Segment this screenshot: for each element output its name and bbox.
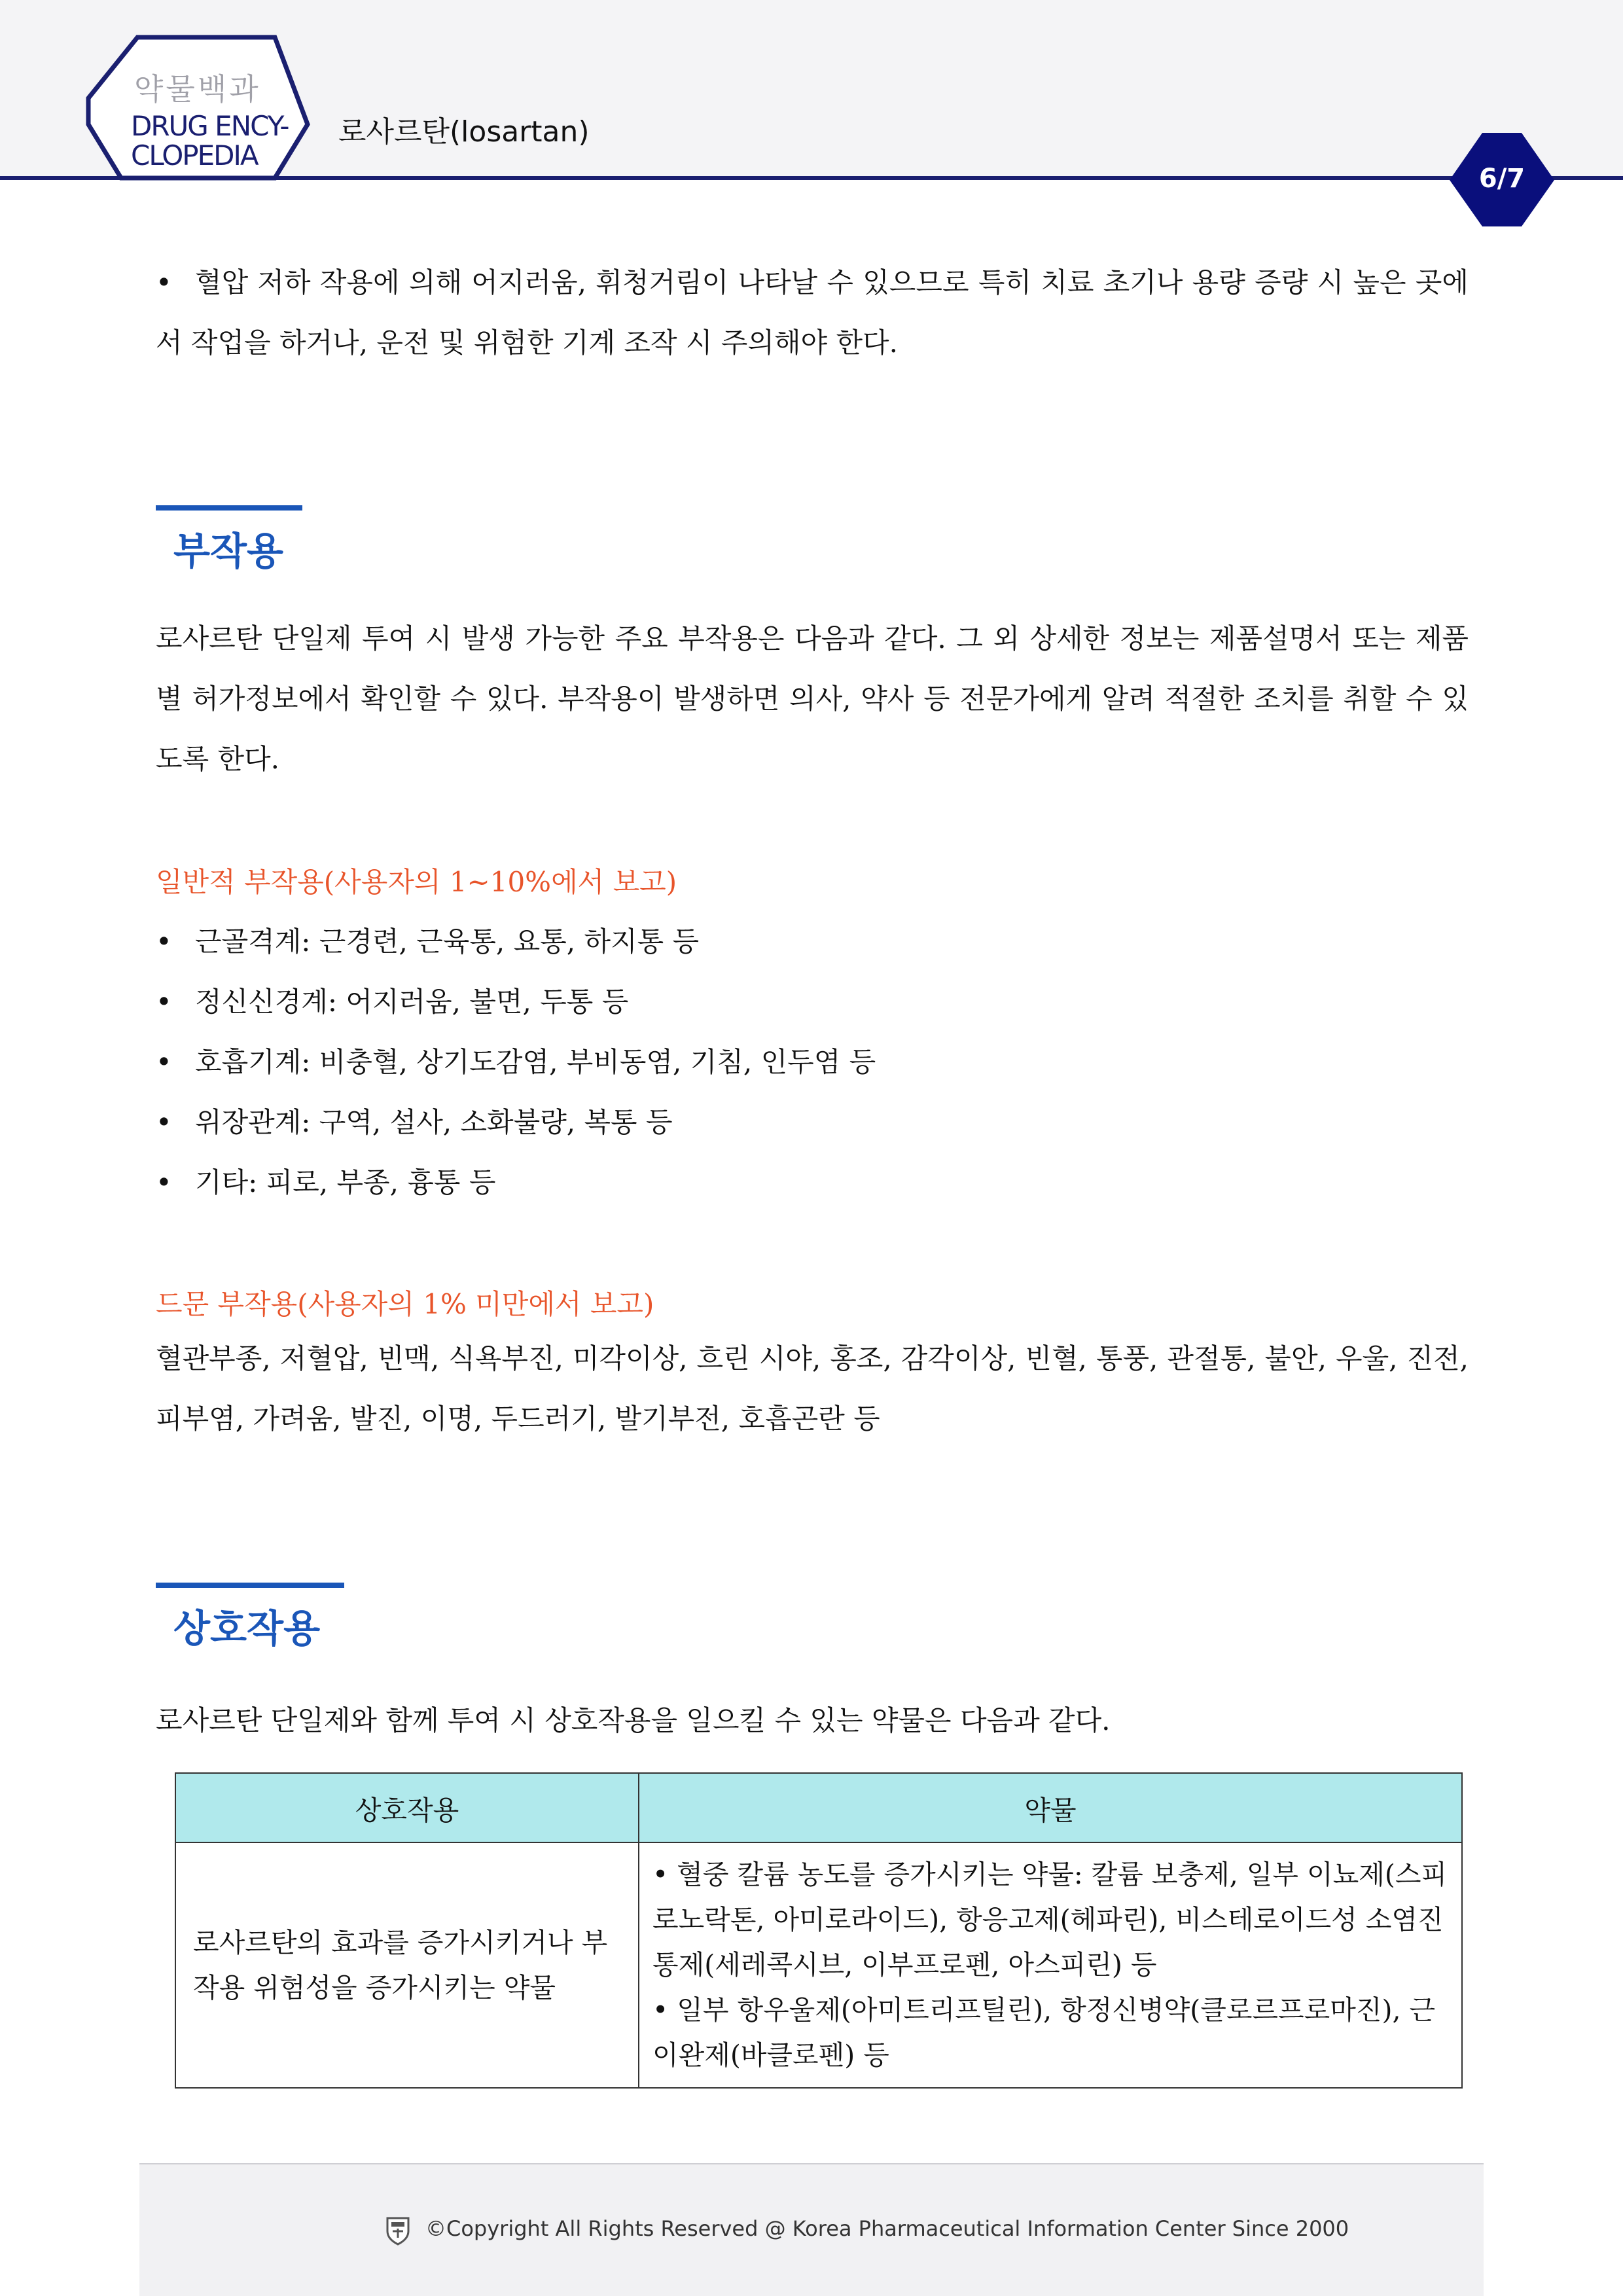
table-cell-effect: 로사르탄의 효과를 증가시키거나 부작용 위험성을 증가시키는 약물: [175, 1842, 639, 2088]
bullet-icon: •: [156, 1166, 172, 1198]
page-number: 6/7: [1478, 164, 1525, 194]
bullet-icon: •: [156, 986, 172, 1018]
list-item: • 위장관계: 구역, 설사, 소화불량, 복통 등: [156, 1106, 673, 1138]
list-item: • 호흡기계: 비충혈, 상기도감염, 부비동염, 기침, 인두염 등: [156, 1046, 876, 1078]
side-effects-intro: 로사르탄 단일제 투여 시 발생 가능한 주요 부작용은 다음과 같다. 그 외 상세한 정보는 제품설명서 또는 제품별 허가정보에서 확인할 수 있다. 부작용이 발생하면 의사, 약사 등 전문가에게 알려 적절한 조치를 취할 수 있도록 한다.: [156, 622, 1469, 775]
table-cell-drugs: [639, 1842, 1462, 2088]
list-item: • 정신신경계: 어지러움, 불면, 두통 등: [156, 986, 629, 1018]
shield-logo-icon: [385, 2215, 411, 2246]
copyright-text: ©Copyright All Rights Reserved @ Korea Pharmaceutical Information Center Since 2000: [425, 2216, 1349, 2241]
common-side-effects-heading: 일반적 부작용(사용자의 1~10%에서 보고): [156, 866, 677, 898]
logo-english-line2: CLOPEDIA: [131, 139, 258, 171]
bullet-icon: •: [156, 266, 172, 298]
drugs-item-2: • 일부 항우울제(아미트리프틸린), 항정신병약(클로르프로마진), 근이완제(바클로펜) 등: [652, 1994, 1436, 2071]
bullet-icon: •: [156, 1046, 172, 1078]
logo-english-line1: DRUG ENCY-: [131, 110, 289, 142]
drugs-item-1: • 혈중 칼륨 농도를 증가시키는 약물: 칼륨 보충제, 일부 이뇨제(스피로노락톤, 아미로라이드), 항응고제(헤파린), 비스테로이드성 소염진통제(세레콕시브, 이부프로펜, 아스피린) 등: [652, 1859, 1448, 1981]
table-header-effect: 상호작용: [175, 1773, 639, 1842]
rare-side-effects-heading: 드문 부작용(사용자의 1% 미만에서 보고): [156, 1288, 654, 1320]
table-header-drugs: 약물: [639, 1773, 1462, 1842]
interactions-intro: 로사르탄 단일제와 함께 투여 시 상호작용을 일으킬 수 있는 약물은 다음과 같다.: [156, 1704, 1111, 1736]
interactions-table: [175, 1772, 1463, 2089]
caution-paragraph: [156, 253, 1469, 373]
bullet-icon: •: [156, 1106, 172, 1138]
logo-korean-text: 약물백과: [134, 71, 261, 107]
section-bar-side-effects: [156, 505, 302, 511]
section-bar-interactions: [156, 1583, 344, 1588]
table-row: [175, 1842, 1462, 2088]
bullet-icon: •: [156, 925, 172, 958]
caution-text: 혈압 저하 작용에 의해 어지러움, 휘청거림이 나타날 수 있으므로 특히 치료 초기나 용량 증량 시 높은 곳에서 작업을 하거나, 운전 및 위험한 기계 조작 시 주의해야 한다.: [156, 266, 1469, 359]
table-header-row: [175, 1773, 1462, 1842]
section-title-side-effects: 부작용: [173, 529, 284, 573]
rare-side-effects-text: 혈관부종, 저혈압, 빈맥, 식욕부진, 미각이상, 흐린 시야, 홍조, 감각이상, 빈혈, 통풍, 관절통, 불안, 우울, 진전, 피부염, 가려움, 발진, 이명, 두드러기, 발기부전, 호흡곤란 등: [156, 1342, 1469, 1435]
list-item: • 기타: 피로, 부종, 흉통 등: [156, 1166, 496, 1198]
section-title-interactions: 상호작용: [173, 1606, 321, 1651]
footer-rule: [139, 2163, 1484, 2164]
document-title: 로사르탄(losartan): [338, 115, 590, 149]
list-item: • 근골격계: 근경련, 근육통, 요통, 하지통 등: [156, 925, 700, 958]
